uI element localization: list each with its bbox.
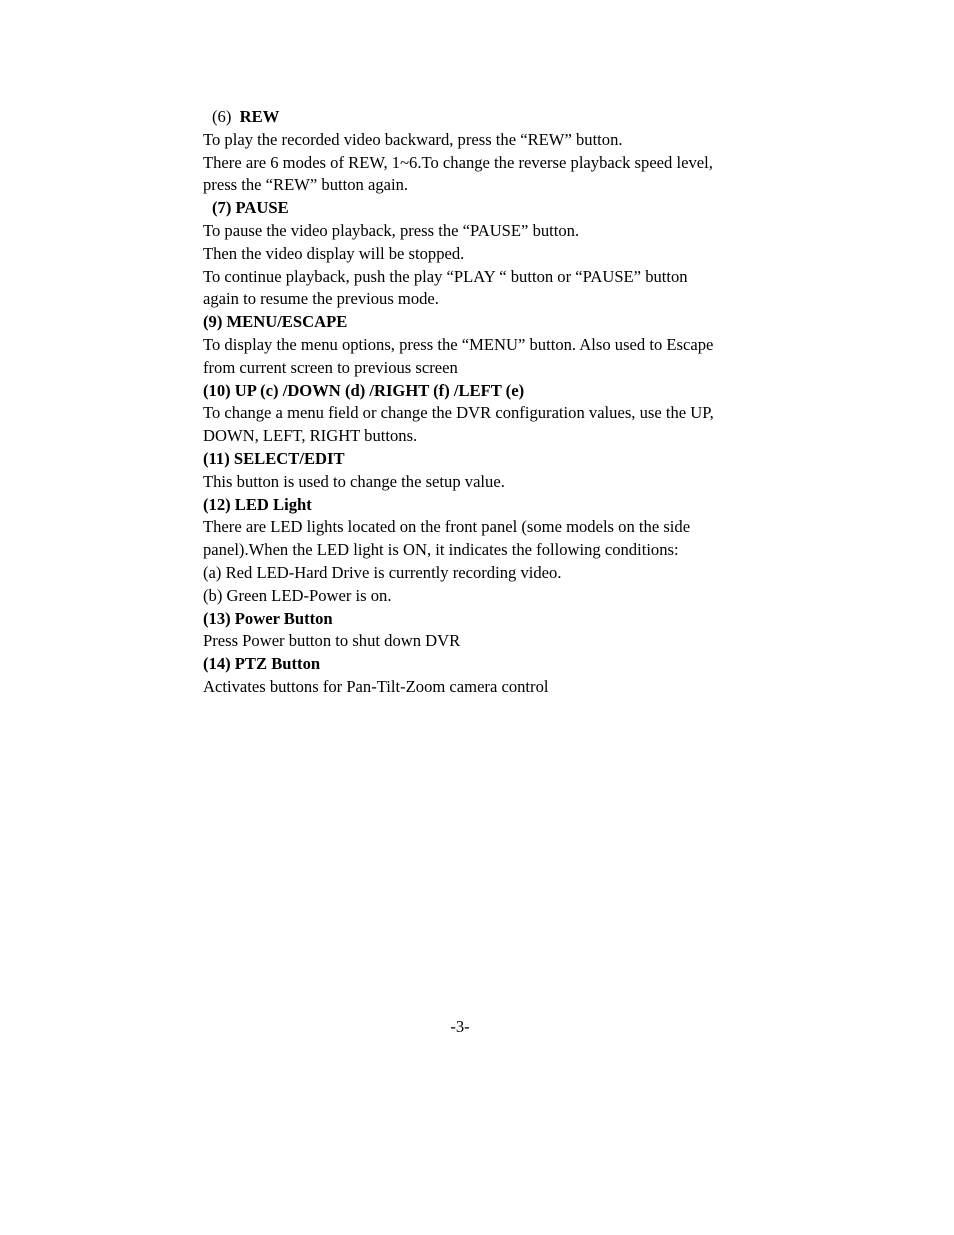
paragraph-line: panel).When the LED light is ON, it indicates the following conditions: (203, 540, 679, 560)
paragraph-line: There are LED lights located on the front panel (some models on the side (203, 517, 691, 537)
paragraph-line: from current screen to previous screen (203, 357, 458, 377)
document-body (203, 106, 763, 699)
paragraph-line: To pause the video playback, press the “PAUSE” button. (203, 220, 580, 240)
paragraph-line: DOWN, LEFT, RIGHT buttons. (203, 426, 418, 446)
section-title: REW (239, 107, 280, 126)
paragraph-line: Then the video display will be stopped. (203, 243, 465, 263)
section-heading-led-light: (12) LED Light (203, 494, 312, 514)
paragraph-line: Press Power button to shut down DVR (203, 631, 461, 651)
paragraph-line: press the “REW” button again. (203, 175, 409, 195)
paragraph-line: To continue playback, push the play “PLAY “ button or “PAUSE” button (203, 266, 688, 286)
paragraph-line: To display the menu options, press the “MENU” button. Also used to Escape (203, 334, 714, 354)
page-number: -3- (450, 1017, 470, 1036)
list-item: (b) Green LED-Power is on. (203, 585, 392, 605)
section-heading-pause: (7) PAUSE (212, 198, 289, 218)
paragraph-line: To play the recorded video backward, press the “REW” button. (203, 129, 623, 149)
list-item: (a) Red LED-Hard Drive is currently recording video. (203, 562, 562, 582)
section-heading-ptz-button: (14) PTZ Button (203, 654, 321, 674)
section-heading-power-button: (13) Power Button (203, 608, 333, 628)
section-heading-arrows: (10) UP (c) /DOWN (d) /RIGHT (f) /LEFT (e) (203, 380, 525, 400)
section-heading-select-edit: (11) SELECT/EDIT (203, 448, 345, 468)
section-number: (6) (212, 107, 232, 126)
paragraph-line: Activates buttons for Pan-Tilt-Zoom camera control (203, 676, 549, 696)
paragraph-line: There are 6 modes of REW, 1~6.To change the reverse playback speed level, (203, 152, 713, 172)
section-heading-menu-escape: (9) MENU/ESCAPE (203, 312, 348, 332)
paragraph-line: To change a menu field or change the DVR configuration values, use the UP, (203, 403, 714, 423)
paragraph-line: again to resume the previous mode. (203, 289, 439, 309)
paragraph-line: This button is used to change the setup value. (203, 471, 505, 491)
section-heading-rew (203, 106, 763, 129)
